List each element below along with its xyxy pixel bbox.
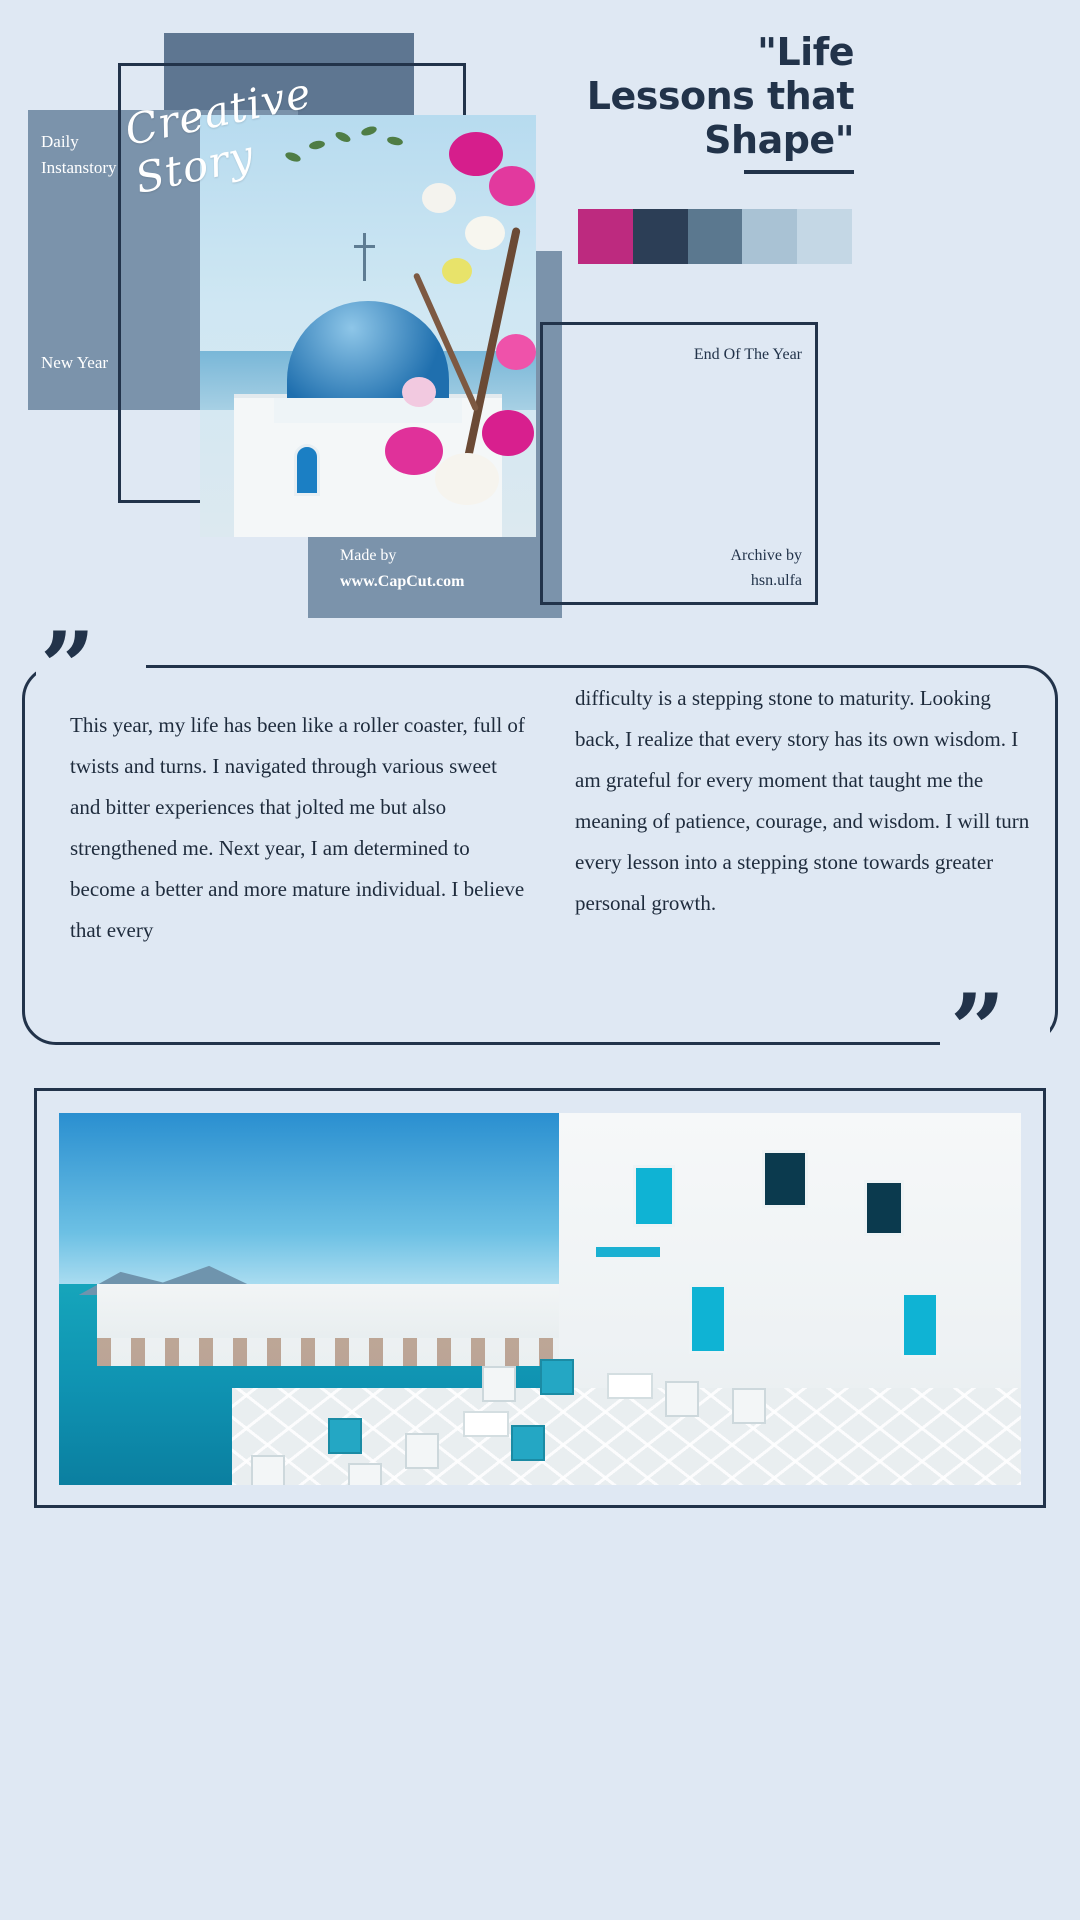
bottom-photo-chair xyxy=(732,1388,766,1424)
made-by-label: Made by xyxy=(340,547,397,564)
headline-text: "Life Lessons that Shape" xyxy=(586,30,854,162)
daily-instanstory-label: Daily Instanstory xyxy=(41,132,117,177)
archive-block xyxy=(600,543,802,593)
bottom-photo-chair xyxy=(540,1359,574,1395)
page-title xyxy=(578,30,854,174)
swatch-1 xyxy=(578,209,633,264)
photo-flower xyxy=(496,334,536,370)
swatch-2 xyxy=(633,209,688,264)
photo-flower xyxy=(489,166,535,206)
bottom-photo-window xyxy=(633,1165,675,1227)
bottom-photo-chair xyxy=(665,1381,699,1417)
photo-cross xyxy=(363,233,366,281)
color-palette xyxy=(578,209,852,264)
photo-flower xyxy=(449,132,503,176)
bottom-photo-chair xyxy=(405,1433,439,1469)
bottom-photo-chair xyxy=(511,1425,545,1461)
bottom-photo-chair xyxy=(482,1366,516,1402)
quote-text xyxy=(70,686,1030,951)
swatch-4 xyxy=(742,209,797,264)
bottom-photo-window xyxy=(864,1180,904,1236)
photo-flower xyxy=(385,427,443,475)
bottom-photo-window xyxy=(901,1292,939,1358)
photo-window xyxy=(294,444,320,496)
bottom-photo-chair xyxy=(251,1455,285,1485)
top-collage xyxy=(0,0,1080,770)
headline-rule xyxy=(744,170,854,174)
bottom-photo-chair xyxy=(328,1418,362,1454)
photo-flower xyxy=(402,377,436,407)
bottom-photo-balcony xyxy=(596,1247,660,1257)
swatch-3 xyxy=(688,209,743,264)
bottom-photo-chair xyxy=(348,1463,382,1485)
bottom-photo-table xyxy=(463,1411,509,1437)
bottom-photo-waterfront-houses xyxy=(97,1284,559,1366)
bottom-photo-window xyxy=(689,1284,727,1354)
quote-column-1: This year, my life has been like a roller coaster, full of twists and turns. I navigated through various sweet and bitter experiences that jolted me but also strengthened me. Next year, I am determined to become a better and more mature individual. I believe that every xyxy=(70,713,525,942)
photo-dome-base xyxy=(274,398,462,423)
swatch-5 xyxy=(797,209,852,264)
end-of-year-label: End Of The Year xyxy=(693,346,802,363)
bottom-photo xyxy=(59,1113,1021,1485)
archive-label: Archive by xyxy=(730,547,802,564)
bottom-photo-window xyxy=(762,1150,808,1208)
made-by-block xyxy=(340,543,464,595)
new-year-label: New Year xyxy=(41,353,109,372)
quote-close-icon: ” xyxy=(950,973,1006,1086)
quote-open-icon: ” xyxy=(40,611,96,724)
photo-flower xyxy=(435,453,499,505)
script-title: Creative Story xyxy=(120,67,316,203)
made-by-site: www.CapCut.com xyxy=(340,573,465,590)
quote-column-2: difficulty is a stepping stone to maturity. Looking back, I realize that every story has its own wisdom. I am grateful for every moment that taught me the meaning of patience, courage, and wisdom. I will turn every lesson into a stepping stone towards greater personal growth. xyxy=(575,686,1030,915)
bottom-photo-table xyxy=(607,1373,653,1399)
photo-flower xyxy=(422,183,456,213)
archive-name: hsn.ulfa xyxy=(750,572,802,589)
